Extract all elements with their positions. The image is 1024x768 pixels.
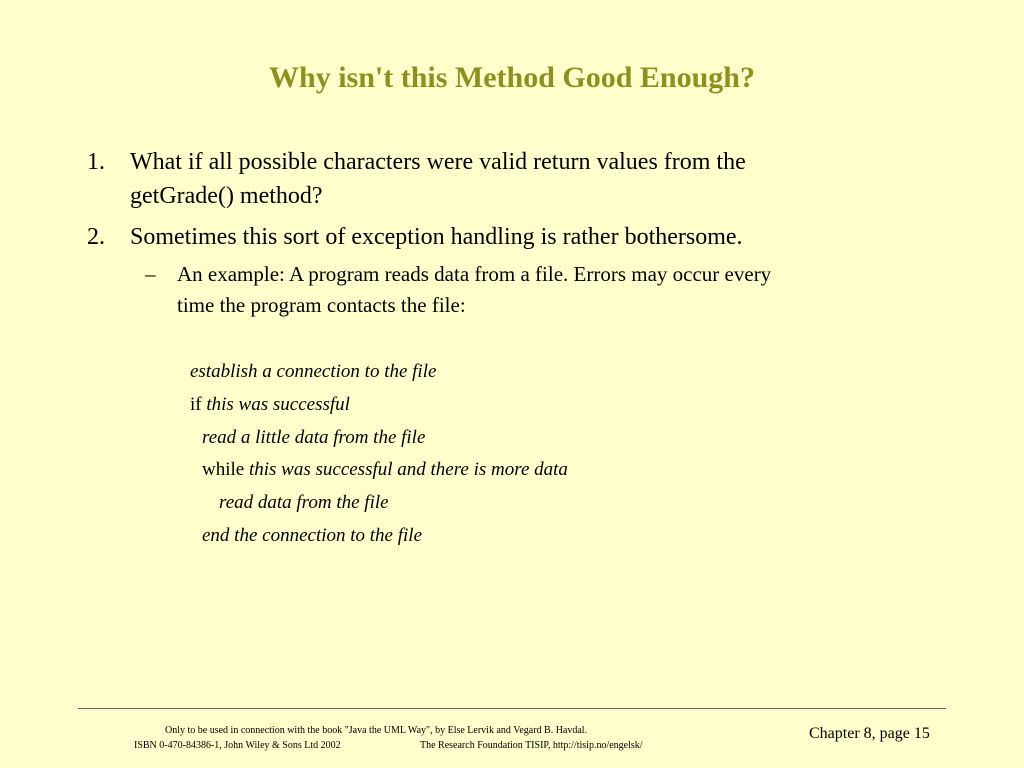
list-item-text-line: What if all possible characters were valid return values from the: [130, 149, 746, 175]
sub-item-text-line: An example: A program reads data from a file. Errors may occur every: [177, 262, 772, 286]
code-line-4: [202, 458, 568, 482]
code-line-2: [190, 393, 350, 417]
code-text: end the connection to the file: [202, 525, 423, 546]
page-number: Chapter 8, page 15: [809, 725, 930, 742]
list-item-2: [87, 220, 947, 254]
footer-copyright-note: Only to be used in connection with the book "Java the UML Way", by Else Lervik and Vegard B. Havdal.: [165, 725, 588, 736]
code-keyword: if: [190, 394, 207, 415]
footer-foundation: The Research Foundation TISIP, http://tisip.no/engelsk/: [420, 740, 643, 751]
code-text: read a little data from the file: [202, 427, 426, 448]
code-text: read data from the file: [219, 492, 389, 513]
slide-title: Why isn't this Method Good Enough?: [269, 61, 755, 94]
sub-item-text-line: time the program contacts the file:: [177, 293, 466, 317]
code-line-3: [202, 426, 425, 450]
footer-isbn: ISBN 0-470-84386-1, John Wiley & Sons Ltd 2002: [134, 740, 341, 751]
code-line-5: [219, 491, 389, 515]
list-item-text-line: getGrade() method?: [130, 183, 323, 209]
code-text: this was successful: [206, 394, 350, 415]
sub-list-item: [145, 259, 945, 321]
code-line-1: [190, 360, 436, 384]
code-text: establish a connection to the file: [190, 361, 437, 382]
footer-divider: [78, 708, 946, 709]
list-item-text-line: Sometimes this sort of exception handling is rather bothersome.: [130, 224, 743, 250]
dash-bullet: –: [145, 262, 156, 286]
code-line-6: [202, 524, 422, 548]
list-item-number: 1.: [87, 149, 105, 175]
list-item-1: [87, 145, 947, 213]
code-text: this was successful and there is more data: [248, 459, 568, 480]
code-keyword: while: [202, 459, 249, 480]
list-item-number: 2.: [87, 224, 105, 250]
